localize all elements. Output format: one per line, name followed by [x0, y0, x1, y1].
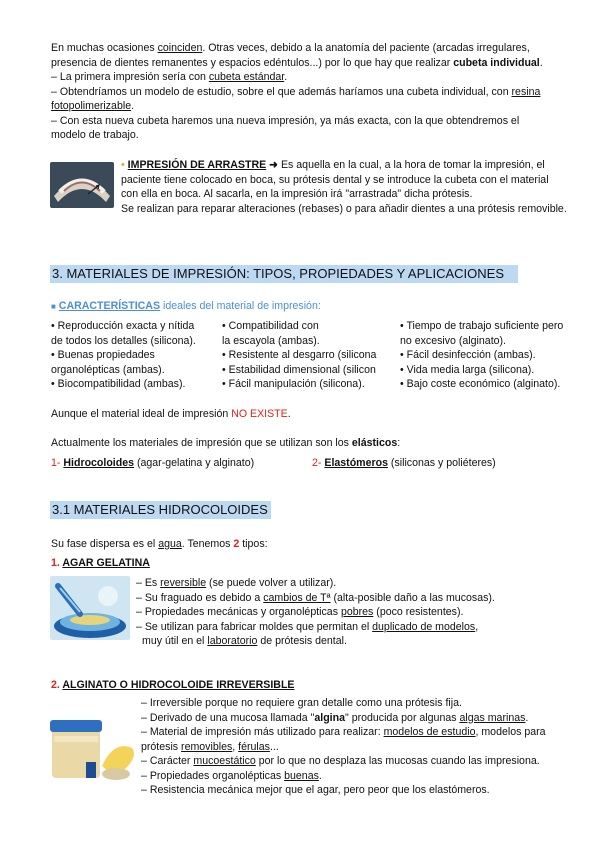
alginato-item: – Irreversible porque no requiere gran detalle como una prótesis fija. [141, 697, 462, 709]
fase-dispersa-line: Su fase dispersa es el agua. Tenemos 2 tipos: [51, 538, 268, 550]
intro-line: En muchas ocasiones coinciden. Otras veces, debido a la anatomía del paciente (arcadas irregulares, [51, 42, 530, 54]
intro-line: presencia de dientes remanentes y espacios edéntulos...) por lo que hay que realizar cubeta individual. [51, 56, 543, 69]
elastomeros-item: 2- Elastómeros (siliconas y poliéteres) [312, 457, 496, 469]
caracteristica-item: no excesivo (alginato). [400, 334, 506, 347]
alginato-item: prótesis removibles, férulas... [141, 740, 279, 753]
agar-item: – Es reversible (se puede volver a utilizar). [136, 577, 337, 589]
intro-line: – Con esta nueva cubeta haremos una nueva impresión, ya más exacta, con la que obtendremos el [51, 114, 520, 127]
alginato-list [141, 696, 591, 798]
agar-item: – Su fraguado es debido a cambios de Tª (alta-posible daño a las mucosas). [136, 591, 495, 604]
caracteristicas-col-2 [222, 319, 390, 392]
alginato-item: – Derivado de una mucosa llamada "algina" producida por algunas algas marinas. [141, 711, 529, 724]
caracteristica-item: • Fácil desinfección (ambas). [400, 349, 536, 361]
caracteristica-item: • Biocompatibilidad (ambas). [51, 378, 186, 390]
section-3-heading: 3. MATERIALES DE IMPRESIÓN: TIPOS, PROPIEDADES Y APLICACIONES [50, 265, 518, 283]
caracteristica-item: de todos los detalles (silicona). [51, 334, 196, 347]
alginato-title: 2. ALGINATO O HIDROCOLOIDE IRREVERSIBLE [51, 679, 295, 691]
caracteristica-item: • Compatibilidad con [222, 320, 319, 332]
agar-item: – Se utilizan para fabricar moldes que permitan el duplicado de modelos, [136, 620, 479, 633]
section-3-1-heading: 3.1 MATERIALES HIDROCOLOIDES [50, 501, 271, 519]
caracteristicas-title: ■ CARACTERÍSTICAS ideales del material de impresión: [51, 300, 321, 312]
arrastre-line: con ella en boca. Al sacarla, en la impresión irá "arrastrada" dicha prótesis. [121, 188, 473, 200]
alginato-container-photo [42, 710, 142, 786]
alginato-item: – Carácter mucoestático por lo que no desplaza las mucosas cuando las impresiona. [141, 755, 540, 767]
intro-line: fotopolimerizable. [51, 100, 135, 112]
caracteristica-item: • Tiempo de trabajo suficiente pero [400, 320, 564, 332]
denture-impression-photo [50, 162, 114, 208]
caracteristicas-col-3 [400, 319, 590, 392]
alginato-item: – Resistencia mecánica mejor que el agar, pero peor que los elastómeros. [141, 784, 490, 796]
alginato-item: – Propiedades organolépticas buenas. [141, 769, 322, 782]
arrastre-paragraph [121, 158, 591, 216]
agar-item: – Propiedades mecánicas y organolépticas pobres (poco resistentes). [136, 606, 464, 618]
hidrocoloides-item: 1- Hidrocoloides (agar-gelatina y alginato) [51, 457, 255, 469]
agar-item: muy útil en el laboratorio de prótesis dental. [142, 635, 347, 647]
caracteristicas-col-1 [51, 319, 221, 392]
caracteristica-item: • Bajo coste económico (alginato). [400, 378, 561, 390]
intro-line: modelo de trabajo. [51, 129, 139, 141]
agar-gelatina-list [136, 576, 586, 634]
ideal-material-line: Aunque el material ideal de impresión NO EXISTE. [51, 408, 291, 420]
caracteristica-item: • Estabilidad dimensional (silicon [222, 363, 376, 376]
caracteristica-item: • Fácil manipulación (silicona). [222, 378, 365, 390]
elastic-materials-line: Actualmente los materiales de impresión que se utilizan son los elásticos: [51, 437, 401, 449]
caracteristica-item: • Resistente al desgarro (silicona [222, 349, 377, 361]
caracteristica-item: organolépticas (ambas). [51, 363, 165, 376]
intro-line: – La primera impresión sería con cubeta estándar. [51, 71, 288, 83]
intro-line: – Obtendríamos un modelo de estudio, sobre el que además haríamos una cubeta individual, con resina [51, 85, 541, 98]
intro-paragraph [51, 41, 571, 143]
arrastre-line: • IMPRESIÓN DE ARRASTRE ➜ Es aquella en la cual, a la hora de tomar la impresión, el [121, 159, 545, 171]
arrastre-line: paciente tiene colocado en boca, su prótesis dental y se introduce la cubeta con el material [121, 173, 549, 186]
caracteristica-item: • Vida media larga (silicona). [400, 363, 535, 376]
caracteristica-item: la escayola (ambas). [222, 334, 320, 347]
arrastre-line: Se realizan para reparar alteraciones (rebases) o para añadir dientes a una prótesis removible. [121, 202, 567, 215]
agar-gelatina-title: 1. AGAR GELATINA [51, 557, 150, 569]
caracteristica-item: • Reproducción exacta y nítida [51, 320, 195, 332]
alginato-item: – Material de impresión más utilizado para realizar: modelos de estudio, modelos para [141, 726, 546, 738]
caracteristica-item: • Buenas propiedades [51, 349, 155, 361]
agar-gelatina-photo [50, 576, 130, 640]
